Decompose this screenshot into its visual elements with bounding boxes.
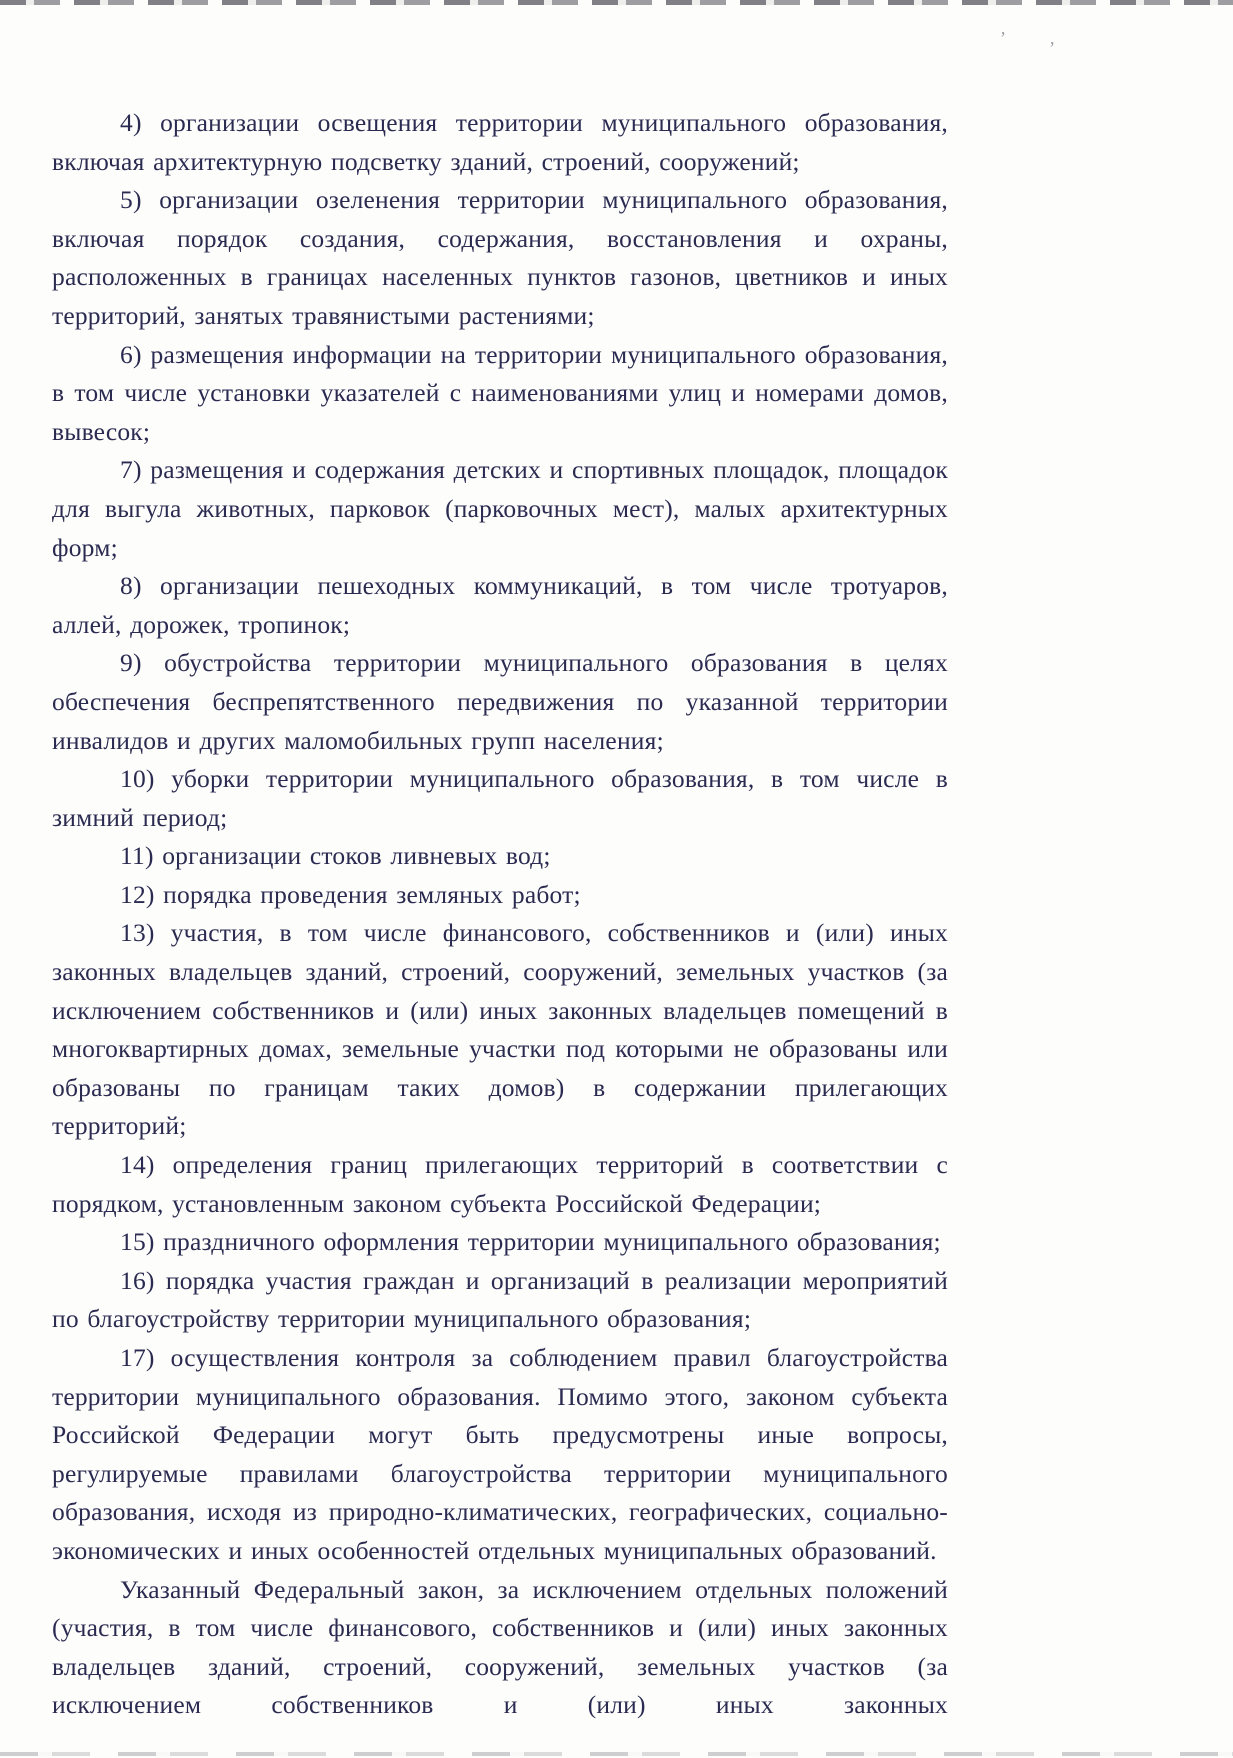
paragraph-item-14: 14) определения границ прилегающих территорий в соответствии с порядком, установленным законом субъекта Российской Федерации; — [52, 1150, 948, 1218]
paragraph-item-13: 13) участия, в том числе финансового, собственников и (или) иных законных владельцев зданий, строений, сооружений, земельных участков (за исключением собственников и (или) иных законных владельцев помещений в многоквартирных домах, земельные участки под которыми не образованы или образованы по границам таких домов) в содержании прилегающих территорий; — [52, 918, 948, 1141]
scan-artifact-specks — [1000, 28, 1120, 58]
paragraph-item-16: 16) порядка участия граждан и организаций в реализации мероприятий по благоустройству территории муниципального образования; — [52, 1265, 948, 1334]
paragraph-item-11: 11) организации стоков ливневых вод; — [120, 841, 551, 871]
scan-speck: , — [1050, 28, 1055, 48]
scan-artifact-bottom-line — [0, 1752, 1233, 1756]
paragraph-item-12: 12) порядка проведения земляных работ; — [120, 879, 581, 909]
paragraph-item-17: 17) осуществления контроля за соблюдением правил благоустройства территории муниципального образования. Помимо этого, законом субъекта Российской Федерации могут быть предусмотрены иные вопросы, регулируемые правилами благоустройства территории муниципального образования, исходя из природно-климатических, географических, социально-экономических и иных особенностей отдельных муниципальных образований. — [52, 1343, 948, 1565]
scan-artifact-top-line — [0, 0, 1233, 5]
paragraph-item-7: 7) размещения и содержания детских и спортивных площадок, площадок для выгула животных, парковок (парковочных мест), малых архитектурных форм; — [52, 455, 948, 562]
paragraph-item-8: 8) организации пешеходных коммуникаций, в том числе тротуаров, аллей, дорожек, тропинок; — [52, 571, 948, 639]
paragraph-item-10: 10) уборки территории муниципального образования, в том числе в зимний период; — [52, 764, 948, 832]
paragraph-item-6: 6) размещения информации на территории муниципального образования, в том числе установки указателей с наименованиями улиц и номерами домов, вывесок; — [52, 339, 948, 446]
scan-speck: ’ — [1000, 28, 1006, 48]
document-body — [52, 104, 948, 1725]
paragraph-closing: Указанный Федеральный закон, за исключением отдельных положений (участия, в том числе финансового, собственников и (или) иных законных владельцев зданий, строений, сооружений, земельных участков (за исключением собственников и (или) иных законных — [52, 1574, 948, 1720]
paragraph-item-15: 15) праздничного оформления территории муниципального образования; — [120, 1227, 941, 1257]
paragraph-item-9: 9) обустройства территории муниципального образования в целях обеспечения беспрепятственного передвижения по указанной территории инвалидов и других маломобильных групп населения; — [52, 648, 948, 755]
paragraph-item-4: 4) организации освещения территории муниципального образования, включая архитектурную подсветку зданий, строений, сооружений; — [52, 108, 948, 176]
paragraph-item-5: 5) организации озеленения территории муниципального образования, включая порядок создания, содержания, восстановления и охраны, расположенных в границах населенных пунктов газонов, цветников и иных территорий, занятых травянистыми растениями; — [52, 185, 948, 330]
